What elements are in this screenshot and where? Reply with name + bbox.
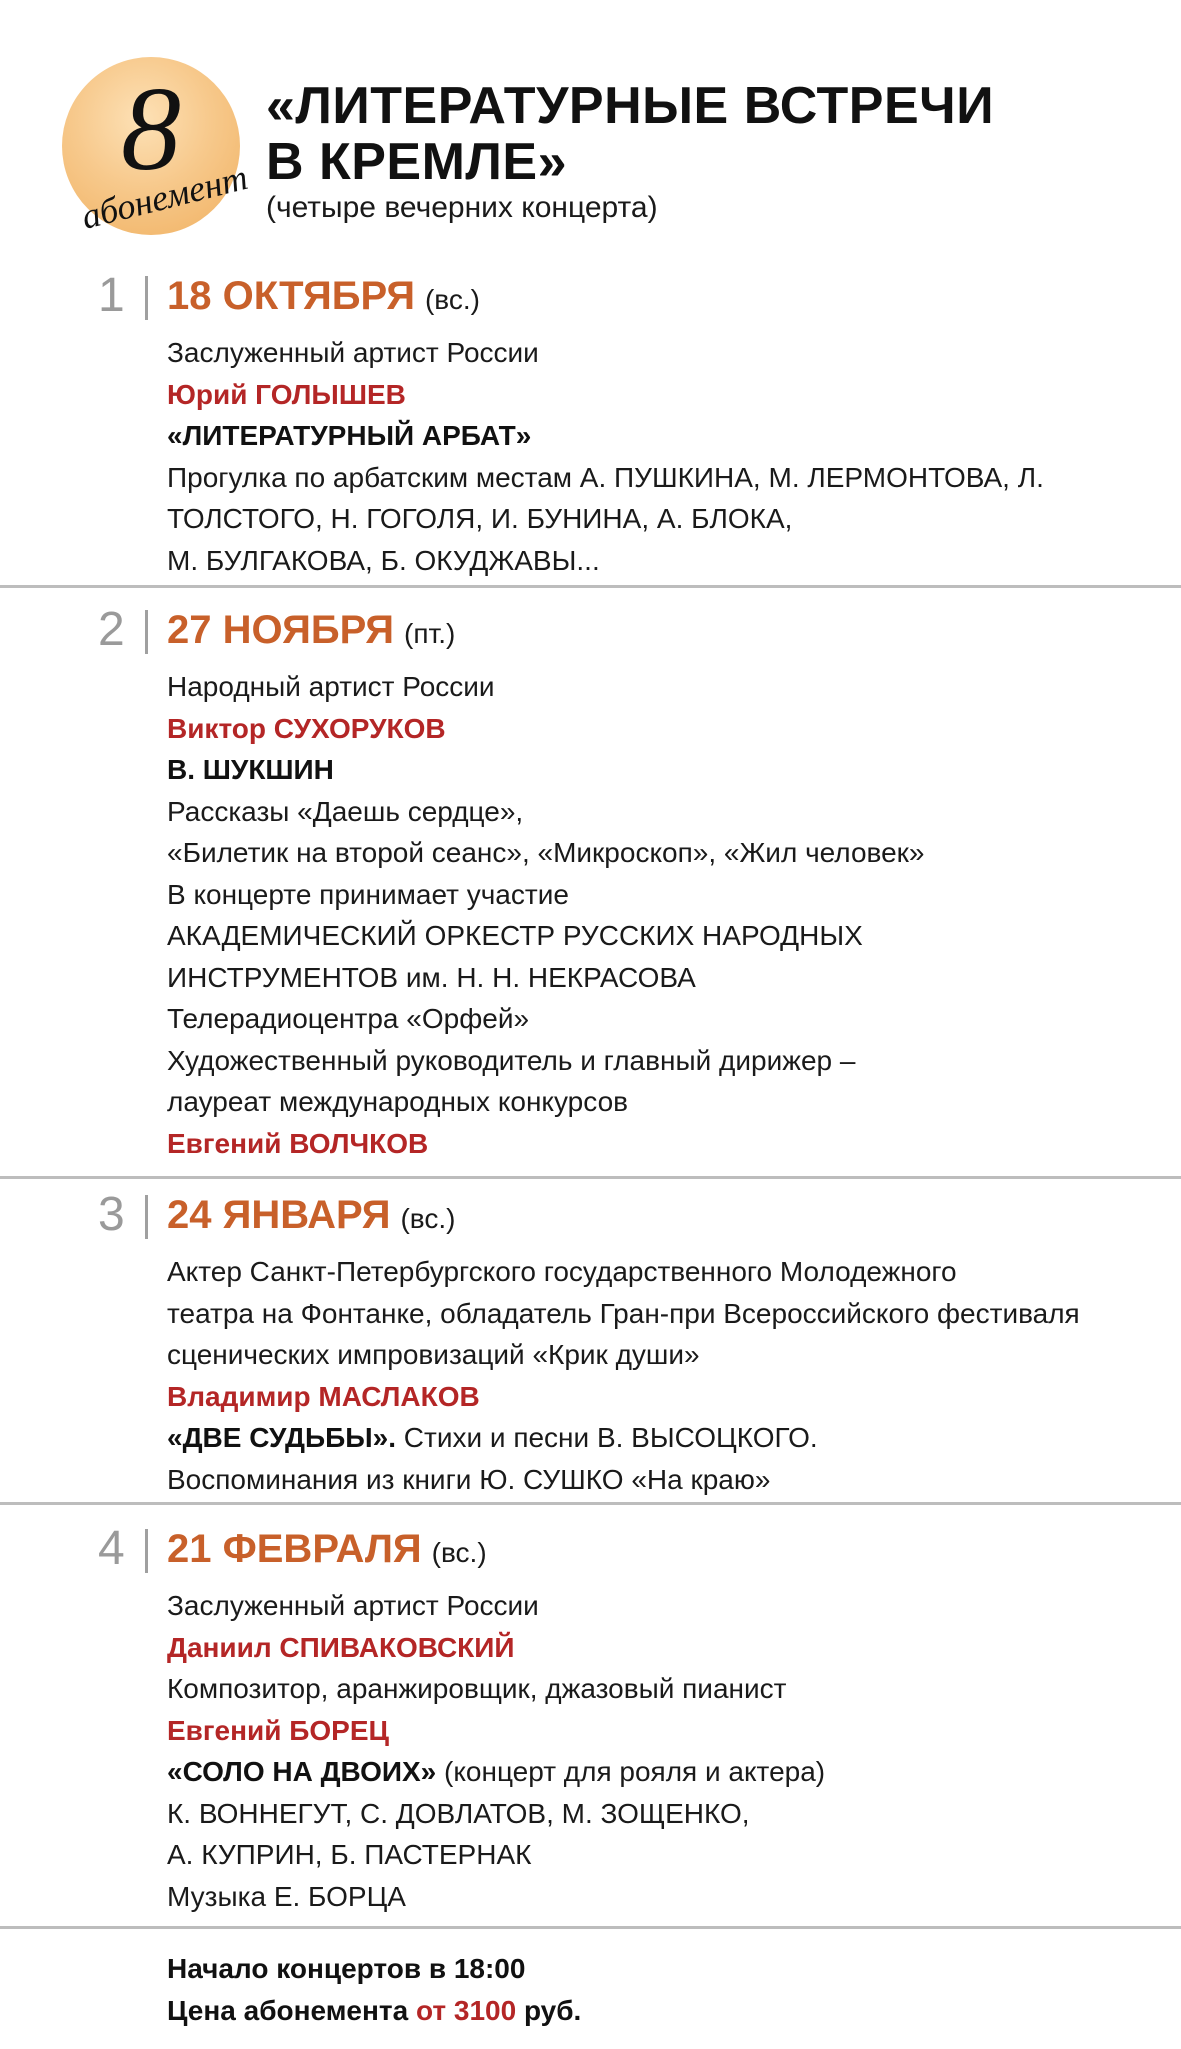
program-description: Рассказы «Даешь сердце», [167, 795, 524, 827]
badge-word: абонемент [77, 156, 252, 237]
concert-date-line [167, 1521, 487, 1577]
section-separator [0, 1176, 1181, 1179]
section-separator [0, 1926, 1181, 1929]
concert-number: 3 [98, 1188, 125, 1241]
performer-name: Владимир МАСЛАКОВ [167, 1380, 480, 1412]
performer-name: Даниил СПИВАКОВСКИЙ [167, 1631, 515, 1663]
program-title: «СОЛО НА ДВОИХ» [167, 1756, 437, 1787]
program-title: «ЛИТЕРАТУРНЫЙ АРБАТ» [167, 420, 532, 451]
performer-name: Евгений БОРЕЦ [167, 1714, 389, 1746]
program-line [167, 1417, 1147, 1459]
performer-title: Композитор, аранжировщик, джазовый пианист [167, 1673, 787, 1704]
program-description: В концерте принимает участие [167, 878, 569, 910]
start-time: Начало концертов в 18:00 [167, 1953, 526, 1984]
footer-info [167, 1948, 581, 2031]
performer-name: Юрий ГОЛЫШЕВ [167, 378, 406, 410]
badge-number: 8 [121, 62, 181, 195]
program-description: (концерт для рояля и актера) [436, 1756, 826, 1787]
program-authors: А. КУПРИН, Б. ПАСТЕРНАК [167, 1839, 532, 1870]
section-separator [0, 1502, 1181, 1505]
page-title [266, 78, 1146, 190]
concert-date: 18 ОКТЯБРЯ [167, 274, 415, 318]
concert-date-line [167, 1187, 455, 1243]
program-title: «ДВЕ СУДЬБЫ». [167, 1422, 397, 1453]
music-credit: Музыка Е. БОРЦА [167, 1880, 406, 1912]
orchestra-name: ИНСТРУМЕНТОВ им. Н. Н. НЕКРАСОВА [167, 961, 696, 993]
page-subtitle: (четыре вечерних концерта) [266, 191, 658, 224]
performer-name: Виктор СУХОРУКОВ [167, 712, 446, 744]
concert-details [167, 1251, 1147, 1500]
subscription-price [167, 1990, 581, 2032]
section-separator [0, 585, 1181, 588]
title-line-2: В КРЕМЛЕ» [266, 133, 568, 191]
performer-title: Актер Санкт-Петербургского государственного Молодежного [167, 1256, 957, 1287]
concert-number: 2 [98, 603, 125, 656]
performer-title: Заслуженный артист России [167, 337, 539, 368]
concert-weekday: (пт.) [404, 618, 456, 649]
concert-number: 4 [98, 1522, 125, 1575]
concert-date-line [167, 602, 455, 658]
conductor-name: Евгений ВОЛЧКОВ [167, 1127, 429, 1159]
program-description: М. БУЛГАКОВА, Б. ОКУДЖАВЫ... [167, 544, 600, 576]
number-divider [145, 1195, 148, 1239]
conductor-title: лауреат международных конкурсов [167, 1086, 629, 1117]
price-currency: руб. [516, 1994, 582, 2026]
orchestra-name: АКАДЕМИЧЕСКИЙ ОРКЕСТР РУССКИХ НАРОДНЫХ [167, 920, 863, 951]
concert-details [167, 332, 1147, 581]
program-description: ТОЛСТОГО, Н. ГОГОЛЯ, И. БУНИНА, А. БЛОКА, [167, 503, 793, 534]
program-description: «Билетик на второй сеанс», «Микроскоп», «Жил человек» [167, 837, 925, 868]
concert-date: 21 ФЕВРАЛЯ [167, 1527, 422, 1571]
performer-title: Народный артист России [167, 671, 495, 702]
concert-number: 1 [98, 269, 125, 322]
concert-date: 24 ЯНВАРЯ [167, 1193, 391, 1237]
concert-details [167, 1585, 1147, 1917]
price-label: Цена абонемента [167, 1994, 416, 2026]
concert-weekday: (вс.) [431, 1537, 487, 1568]
program-authors: К. ВОННЕГУТ, С. ДОВЛАТОВ, М. ЗОЩЕНКО, [167, 1797, 750, 1829]
performer-title: Заслуженный артист России [167, 1590, 539, 1621]
conductor-title: Художественный руководитель и главный дирижер – [167, 1044, 856, 1076]
program-description: Стихи и песни В. ВЫСОЦКОГО. [396, 1422, 818, 1453]
number-divider [145, 610, 148, 654]
program-title: В. ШУКШИН [167, 754, 334, 785]
concert-date-line [167, 268, 480, 324]
program-description: Воспоминания из книги Ю. СУШКО «На краю» [167, 1463, 771, 1495]
price-value: от 3100 [415, 1994, 517, 2026]
number-divider [145, 276, 148, 320]
concert-details [167, 666, 1147, 1164]
title-line-1: «ЛИТЕРАТУРНЫЕ ВСТРЕЧИ [266, 77, 995, 135]
concert-date: 27 НОЯБРЯ [167, 608, 395, 652]
program-line [167, 1751, 1147, 1793]
orchestra-affiliation: Телерадиоцентра «Орфей» [167, 1003, 530, 1034]
number-divider [145, 1529, 148, 1573]
subscription-badge [62, 57, 252, 237]
performer-title: сценических импровизаций «Крик души» [167, 1339, 700, 1370]
program-description: Прогулка по арбатским местам А. ПУШКИНА, М. ЛЕРМОНТОВА, Л. [167, 461, 1044, 493]
concert-weekday: (вс.) [424, 284, 480, 315]
concert-weekday: (вс.) [400, 1203, 456, 1234]
performer-title: театра на Фонтанке, обладатель Гран-при Всероссийского фестиваля [167, 1297, 1080, 1329]
